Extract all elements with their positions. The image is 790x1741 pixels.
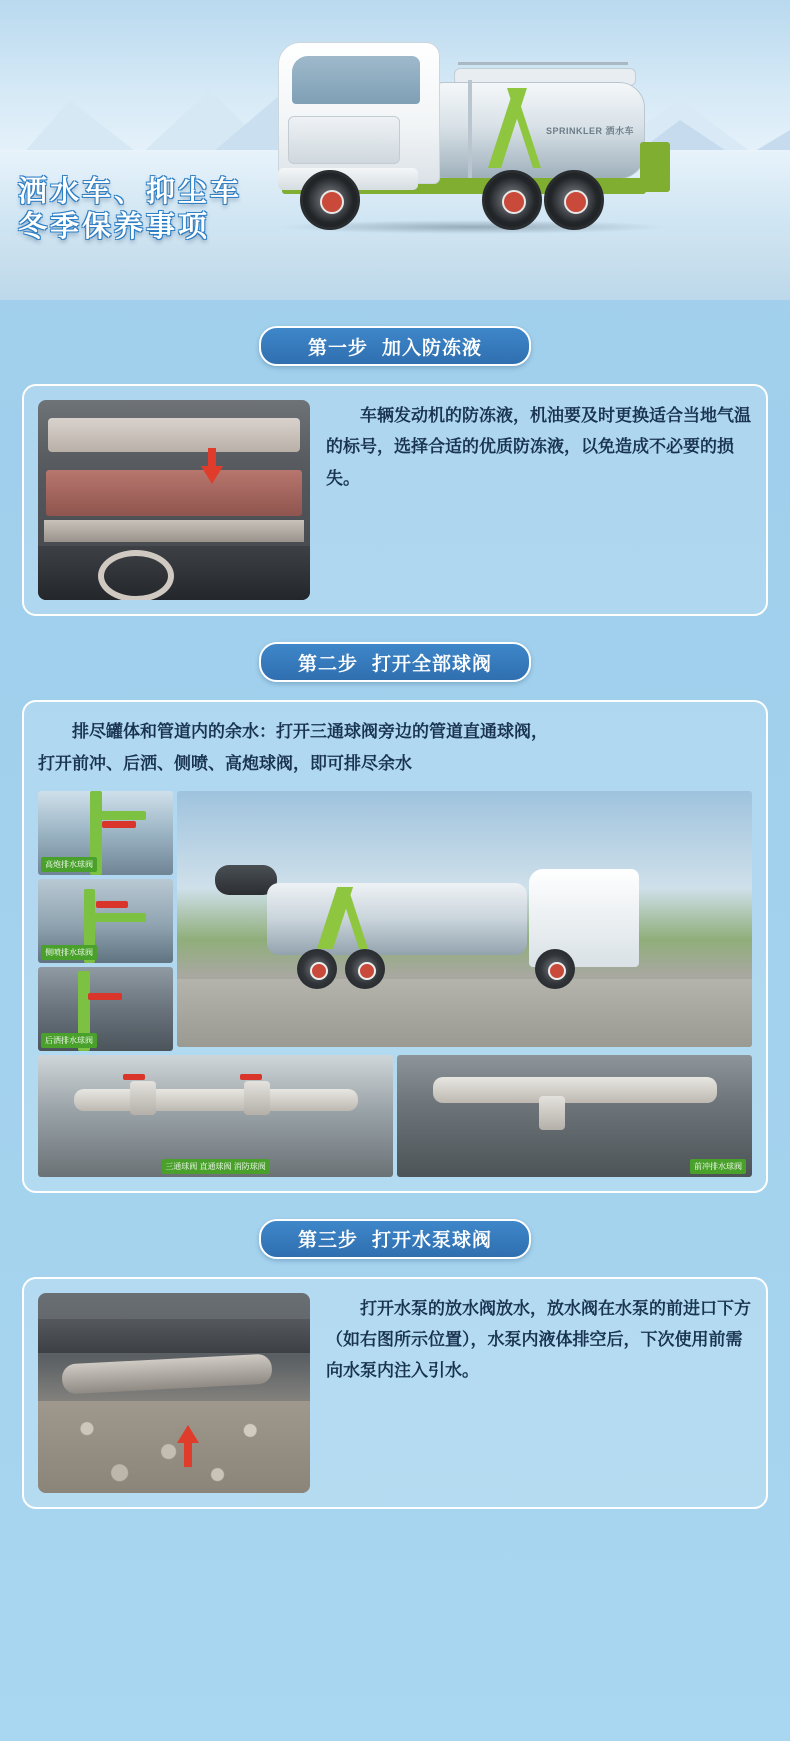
sprinkler-truck-photo <box>177 791 752 1047</box>
pump-inlet-pipe <box>61 1353 272 1394</box>
red-valve-handle-left <box>123 1074 145 1080</box>
truck-wheel-front <box>535 949 575 989</box>
section-2-header <box>259 642 531 682</box>
tank-band <box>468 80 472 179</box>
red-valve-handle <box>96 901 128 908</box>
section-1-step-label: 第一步 <box>307 337 368 359</box>
water-pump-drain-photo <box>38 1293 310 1493</box>
thumb-caption-5: 前冲排水球阀 <box>690 1159 746 1174</box>
drain-valve-arrow-head <box>177 1425 199 1443</box>
thumb-high-cannon-valve <box>38 791 173 875</box>
green-pipe-horizontal <box>84 913 146 922</box>
section-3-card <box>22 1277 768 1509</box>
thumb-caption-2: 侧喷排水球阀 <box>41 945 97 960</box>
engine-cover <box>48 418 300 452</box>
truck-wheel-rear-2 <box>345 949 385 989</box>
chassis-beam <box>38 1319 310 1353</box>
valve-body-right <box>244 1081 270 1115</box>
section-2-body-line-1: 排尽罐体和管道内的余水：打开三通球阀旁边的管道直通球阀， <box>72 722 548 741</box>
engine-bay-shadow <box>38 546 310 600</box>
valve-body-left <box>130 1081 156 1115</box>
section-2-body-line-2: 打开前冲、后洒、侧喷、高炮球阀，即可排尽余水 <box>38 754 412 774</box>
road-surface <box>177 979 752 1047</box>
thumb-three-way-valve <box>38 1055 393 1177</box>
thumb-rear-sprinkle-valve <box>38 967 173 1051</box>
section-2-card <box>22 700 768 1193</box>
page-title-line-1: 洒水车、抑尘车 <box>18 176 243 208</box>
antifreeze-photo <box>38 400 310 600</box>
drain-valve-arrow-stem <box>184 1443 192 1467</box>
truck-grille <box>288 116 400 164</box>
thumb-front-flush-valve <box>397 1055 752 1177</box>
spacer-3 <box>0 1193 790 1219</box>
radiator-frame <box>44 520 304 542</box>
section-2-thumb-column <box>38 791 173 1051</box>
section-3-step-label: 第三步 <box>297 1230 358 1252</box>
section-2-step-label: 第二步 <box>297 653 358 675</box>
hero-banner <box>0 0 790 300</box>
chassis-pipe <box>433 1077 717 1103</box>
tank-brand-text: SPRINKLER 洒水车 <box>546 126 635 136</box>
radiator-body <box>46 470 302 516</box>
truck-tank <box>267 883 527 955</box>
gravel-ground <box>38 1401 310 1493</box>
section-3-title: 打开水泵球阀 <box>372 1230 493 1252</box>
thumb-caption-1: 高炮排水球阀 <box>41 857 97 872</box>
truck-wheel-front <box>300 170 360 230</box>
section-3-header <box>259 1219 531 1259</box>
spacer-1 <box>0 300 790 326</box>
section-2-photo-grid <box>38 791 752 1177</box>
sprinkler-truck-illustration <box>258 20 688 245</box>
section-1-header <box>259 326 531 366</box>
red-valve-handle <box>102 821 136 828</box>
valve-body <box>539 1096 565 1130</box>
section-2-title: 打开全部球阀 <box>372 653 493 675</box>
section-1-card <box>22 384 768 616</box>
section-2-body-text <box>38 716 752 781</box>
section-1-body-text: 车辆发动机的防冻液，机油要及时更换适合当地气温的标号，选择合适的优质防冻液，以免造成不必要的损失。 <box>326 406 751 488</box>
section-1-title: 加入防冻液 <box>382 337 483 359</box>
thumb-side-spray-valve <box>38 879 173 963</box>
red-valve-handle <box>88 993 122 1000</box>
page-title <box>18 175 242 246</box>
truck-wheel-rear-1 <box>297 949 337 989</box>
section-3-body-text: 打开水泵的放水阀放水，放水阀在水泵的前进口下方（如右图所示位置），水泵内液体排空后，下次使用前需向水泵内注入引水。 <box>326 1298 751 1381</box>
section-2-bottom-row <box>38 1055 752 1177</box>
truck-wheel-rear-1 <box>482 170 542 230</box>
thumb-caption-4: 三通球阀 直通球阀 消防球阀 <box>161 1159 269 1174</box>
manifold-pipe <box>74 1089 358 1111</box>
page-title-line-2: 冬季保养事项 <box>18 211 211 244</box>
spacer-2 <box>0 616 790 642</box>
antifreeze-arrow-head <box>201 466 223 484</box>
thumb-caption-3: 后洒排水球阀 <box>41 1033 97 1048</box>
red-valve-handle-right <box>240 1074 262 1080</box>
truck-wheel-rear-2 <box>544 170 604 230</box>
engine-hose <box>98 550 174 600</box>
green-pipe-horizontal <box>90 811 146 820</box>
tank-rail <box>458 62 628 65</box>
truck-windshield <box>292 56 420 104</box>
